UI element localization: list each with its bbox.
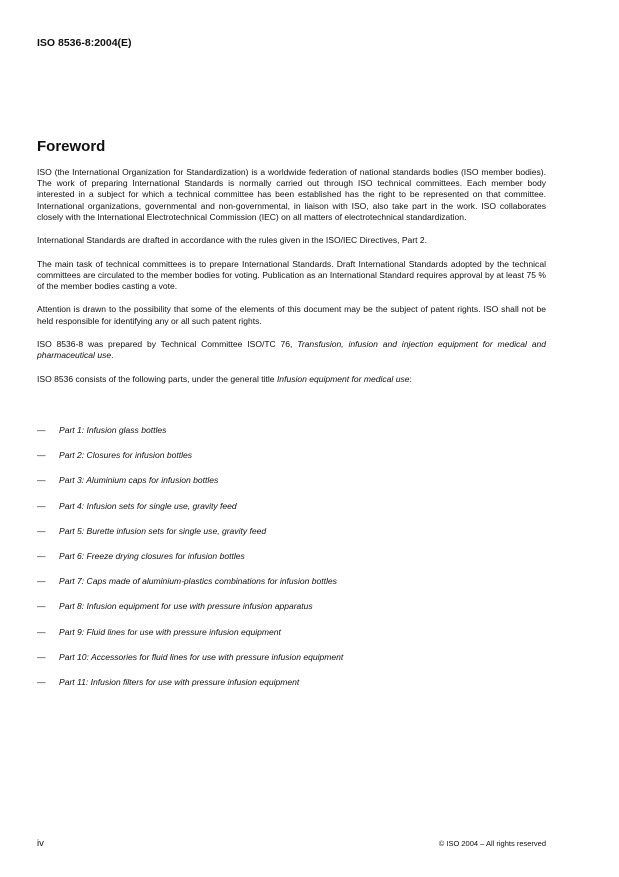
part-title: Part 7: Caps made of aluminium-plastics combinations for infusion bottles <box>59 576 337 587</box>
list-item <box>37 425 343 450</box>
part-title: Part 2: Closures for infusion bottles <box>59 450 193 461</box>
page-number: iv <box>37 838 44 849</box>
document-header: ISO 8536-8:2004(E) <box>37 37 132 49</box>
part-title: Part 10: Accessories for fluid lines for use with pressure infusion equipment <box>59 651 344 662</box>
part-title: Part 11: Infusion filters for use with pressure infusion equipment <box>59 676 300 687</box>
copyright: © ISO 2004 – All rights reserved <box>438 839 546 848</box>
part-title: Part 1: Infusion glass bottles <box>59 425 167 435</box>
text: ISO 8536 consists of the following parts, under the general title <box>37 373 277 384</box>
list-item <box>37 475 343 500</box>
list-item <box>37 652 343 677</box>
list-item <box>37 450 343 475</box>
general-title: Infusion equipment for medical use <box>276 373 410 384</box>
dash-bullet: — <box>37 450 46 461</box>
dash-bullet: — <box>37 601 46 612</box>
text: . <box>111 350 114 361</box>
section-title: Foreword <box>37 138 106 155</box>
prepared-paragraph <box>37 339 546 361</box>
text: ISO 8536-8 was prepared by Technical Committee ISO/TC 76, <box>37 338 298 349</box>
part-title: Part 4: Infusion sets for single use, gravity feed <box>59 500 237 511</box>
text: : <box>409 373 412 384</box>
paragraph: Attention is drawn to the possibility that some of the elements of this document may be the subject of patent rights. ISO shall not be held responsible for identifying any or all such patent rights. <box>37 304 546 326</box>
consists-paragraph <box>37 374 546 385</box>
dash-bullet: — <box>37 651 46 662</box>
dash-bullet: — <box>37 576 46 587</box>
list-item <box>37 576 343 601</box>
part-title: Part 9: Fluid lines for use with pressure infusion equipment <box>59 626 281 637</box>
dash-bullet: — <box>37 550 46 561</box>
list-item <box>37 526 343 551</box>
list-item <box>37 677 343 702</box>
list-item <box>37 501 343 526</box>
dash-bullet: — <box>37 425 46 435</box>
list-item <box>37 551 343 576</box>
part-title: Part 5: Burette infusion sets for single use, gravity feed <box>59 525 267 536</box>
dash-bullet: — <box>37 475 46 486</box>
paragraph: The main task of technical committees is to prepare International Standards. Draft International Standards adopted by the technical committees are circulated to the member bodies for voting. Publication as an International Standard requires approval by at least 75 % of the member bodies casting a vote. <box>37 258 546 291</box>
part-title: Part 8: Infusion equipment for use with pressure infusion apparatus <box>59 601 313 612</box>
paragraph: International Standards are drafted in accordance with the rules given in the ISO/IEC Directives, Part 2. <box>37 235 428 246</box>
dash-bullet: — <box>37 626 46 637</box>
part-title: Part 3: Aluminium caps for infusion bottles <box>59 475 219 486</box>
list-item <box>37 627 343 652</box>
parts-list <box>37 425 343 702</box>
dash-bullet: — <box>37 525 46 536</box>
committee-title: Transfusion, infusion and injection equipment for medical and pharmaceutical use <box>37 338 546 361</box>
dash-bullet: — <box>37 500 46 511</box>
list-item <box>37 601 343 626</box>
foreword-body <box>37 167 546 397</box>
dash-bullet: — <box>37 676 46 687</box>
paragraph: ISO (the International Organization for Standardization) is a worldwide federation of national standards bodies (ISO member bodies). The work of preparing International Standards is normally carried out through ISO technical committees. Each member body interested in a subject for which a technical committee has been established has the right to be represented on that committee. International organizations, governmental and non-governmental, in liaison with ISO, also take part in the work. ISO collaborates closely with the International Electrotechnical Commission (IEC) on all matters of electrotechnical standardization. <box>37 167 546 222</box>
part-title: Part 6: Freeze drying closures for infusion bottles <box>59 550 245 561</box>
